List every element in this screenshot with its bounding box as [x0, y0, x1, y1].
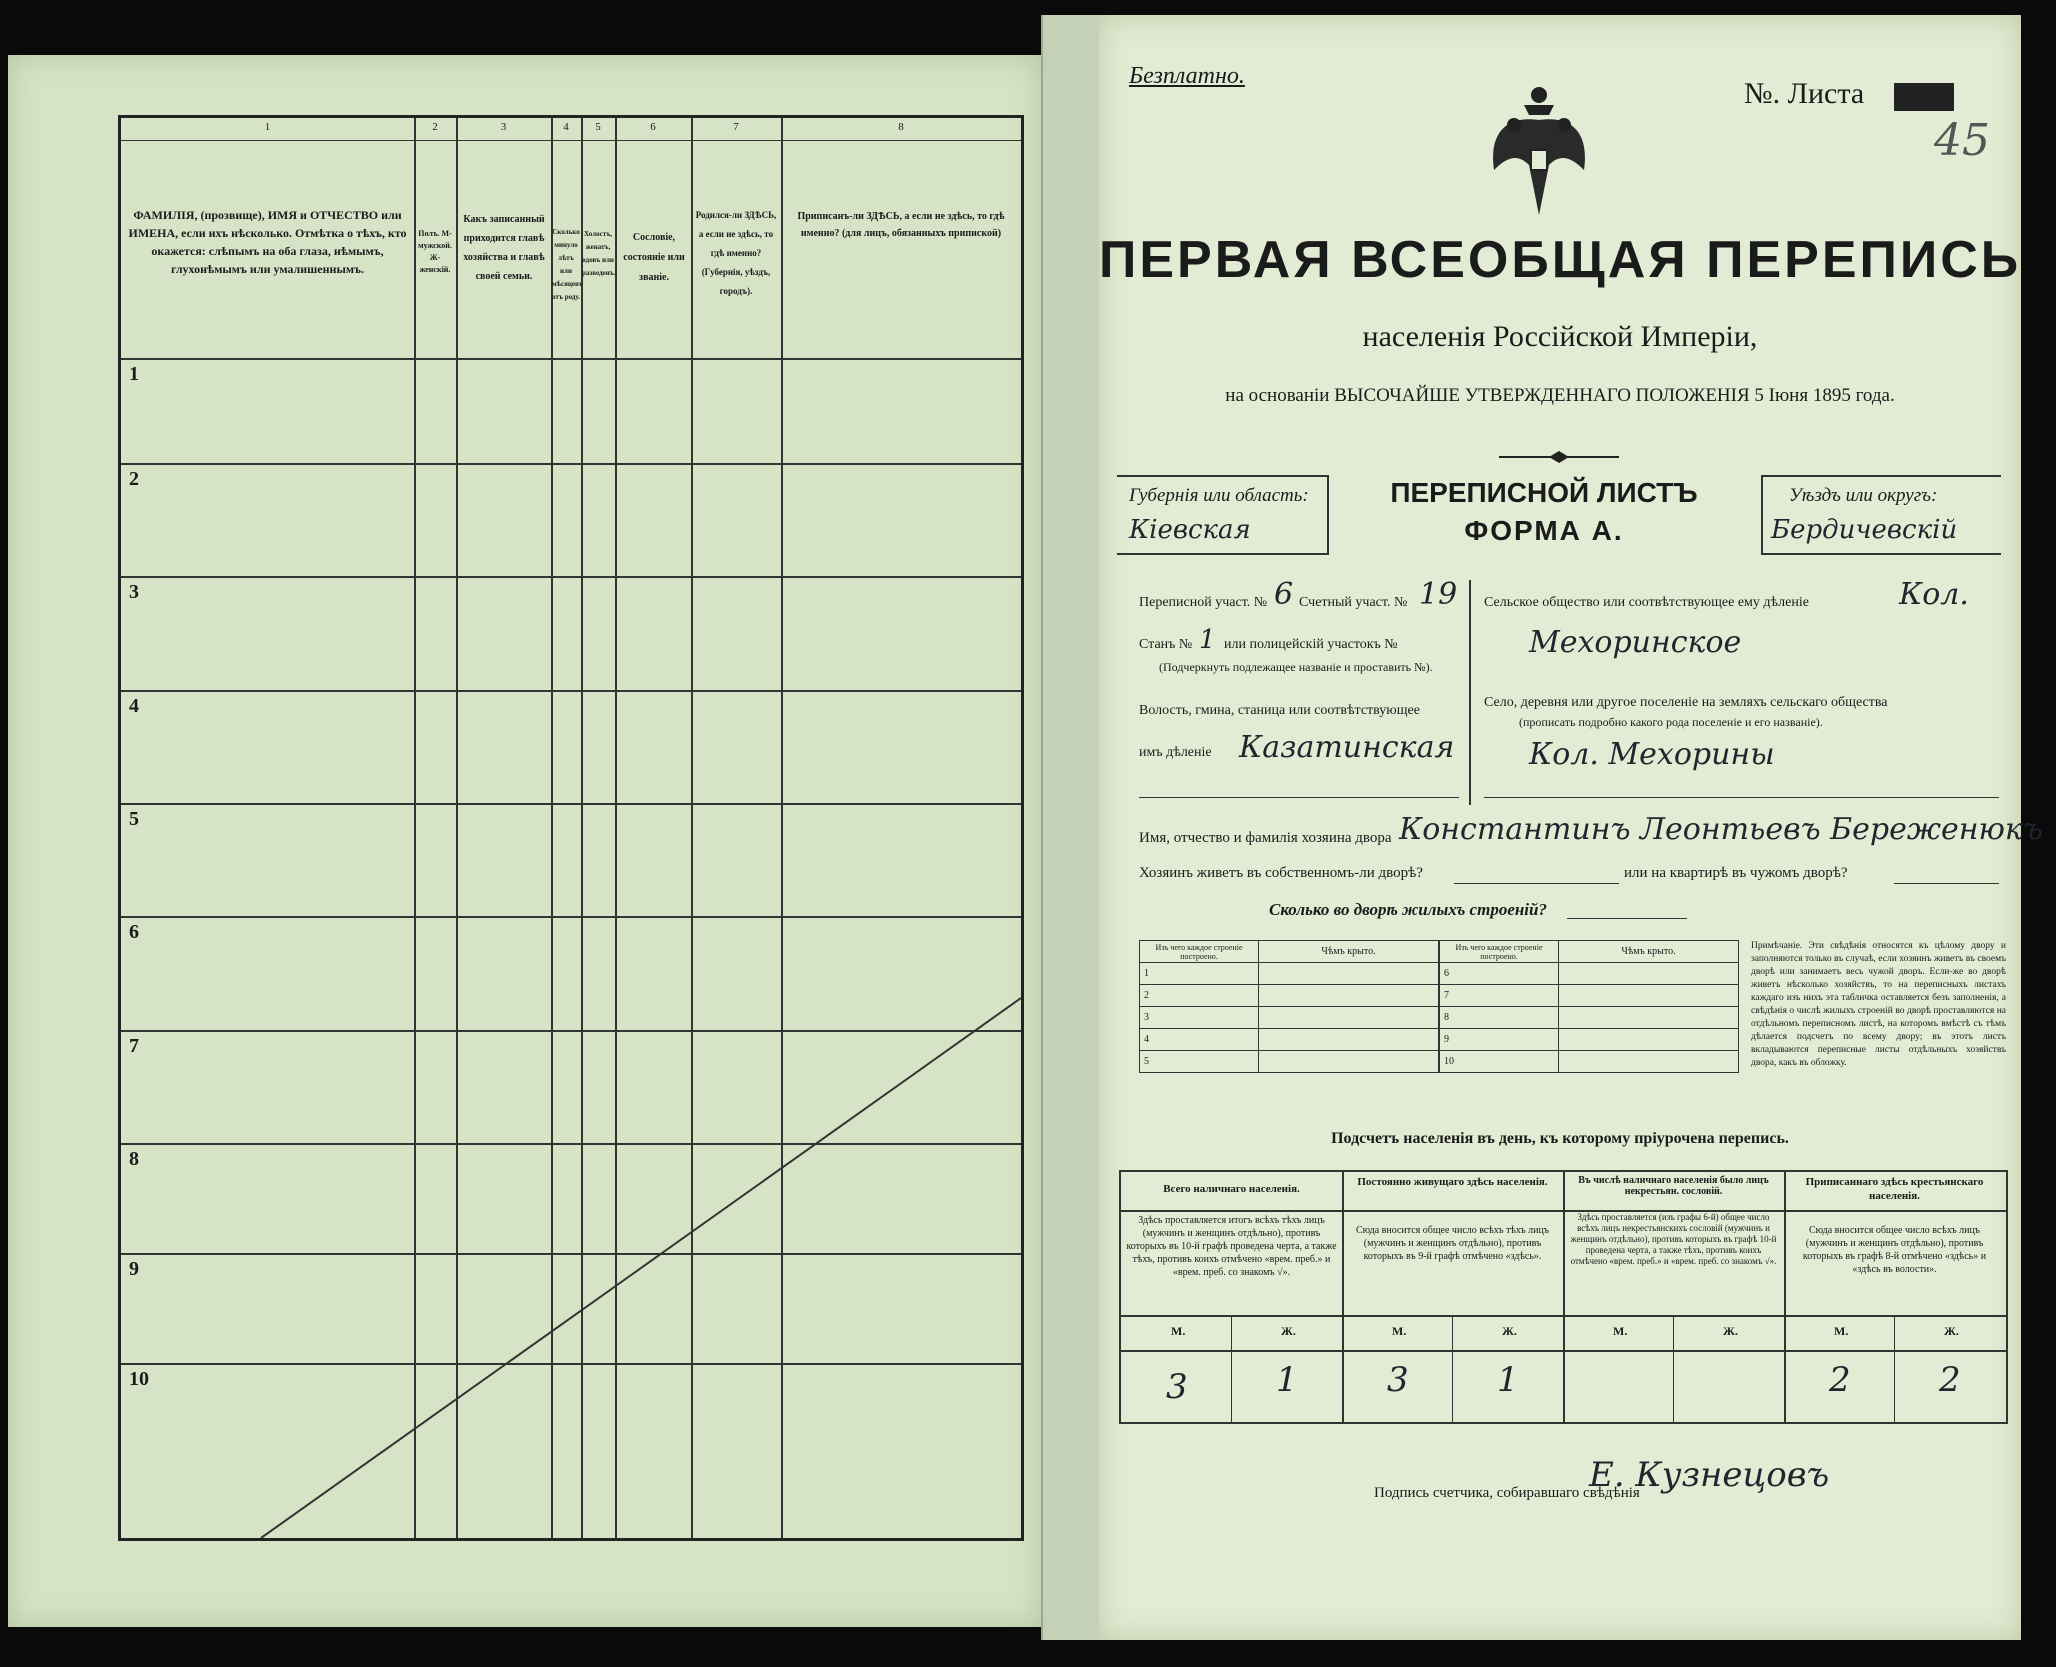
header-birthplace: Родился-ли ЗДѢСЬ, а если не здѣсь, то гдѣ именно? (Губернія, уѣздъ, городъ). — [695, 210, 777, 296]
building-row: 10 — [1440, 1051, 1559, 1073]
census-district-label: Переписной участ. № — [1139, 595, 1268, 610]
police-district-label: или полицейскій участокъ № — [1224, 637, 1398, 652]
gubernia-label: Губернія или область: — [1129, 485, 1309, 506]
column-number: 3 — [500, 121, 507, 133]
rule — [1761, 475, 2001, 477]
male-label: М. — [1834, 1324, 1849, 1338]
counting-district-label: Счетный участ. № — [1299, 595, 1408, 610]
gubernia-value: Кіевская — [1129, 515, 1251, 545]
legal-basis: на основаніи ВЫСОЧАЙШЕ УТВЕРЖДЕННАГО ПОЛОЖЕНІЯ 5 Іюня 1895 года. — [1225, 385, 1895, 406]
uezd-label: Уѣздъ или округъ: — [1789, 485, 1938, 506]
count-head-total: Всего наличнаго населенія. — [1163, 1183, 1300, 1195]
free-label: Безплатно. — [1129, 63, 1245, 89]
rule — [1894, 1315, 1895, 1422]
rule — [1117, 553, 1327, 555]
column-number: 6 — [650, 121, 656, 133]
village-value: Кол. Мехорины — [1529, 737, 1775, 772]
row-number: 2 — [129, 468, 139, 490]
rule — [1121, 1315, 2006, 1317]
count-desc-registered: Сюда вносится общее число всѣхъ лицъ (мужчинъ и женщинъ отдѣльно), противъ которыхъ въ графѣ 8-й отмѣчено «здѣсь» и «здѣсь въ волости». — [1802, 1225, 1987, 1275]
count-head-registered: Приписаннаго здѣсь крестьянскаго населенія. — [1805, 1176, 1984, 1202]
row-number: 3 — [129, 581, 139, 603]
material-header: Изъ чего каждое строеніе построено. — [1140, 941, 1259, 963]
cross-out-line — [121, 118, 1021, 1538]
book-spine — [1041, 15, 1101, 1640]
sheet-number-stamp — [1894, 83, 1954, 111]
rented-label: или на квартирѣ въ чужомъ дворѣ? — [1624, 865, 1848, 881]
female-label: Ж. — [1502, 1324, 1517, 1338]
buildings-table-right — [1439, 940, 1739, 1073]
owner-value: Константинъ Леонтьевъ Береженюкъ — [1399, 812, 2043, 847]
count-head-permanent: Постоянно живущаго здѣсь населенія. — [1357, 1176, 1548, 1188]
total-male-value: 3 — [1166, 1367, 1188, 1407]
left-page — [8, 55, 1041, 1627]
column-number: 1 — [264, 121, 271, 133]
rule — [1117, 475, 1327, 477]
header-marital: Холостъ, женатъ, вдовъ или разведенъ. — [582, 230, 616, 277]
male-label: М. — [1392, 1324, 1407, 1338]
row-number: 1 — [129, 363, 139, 385]
volost-label-2: имъ дѣленіе — [1139, 745, 1212, 760]
building-row: 9 — [1440, 1029, 1559, 1051]
row-number: 7 — [129, 1035, 139, 1057]
rule — [1139, 797, 1459, 798]
rule — [1121, 1350, 2006, 1352]
row-number: 5 — [129, 808, 139, 830]
ornament — [1499, 450, 1619, 462]
buildings-note: Примѣчаніе. Эти свѣдѣнія относятся къ цѣлому двору и заполняются только въ случаѣ, если хозяинъ живетъ въ своемъ дворѣ или занимаетъ весь чужой дворъ. Если-же во дворѣ живетъ нѣсколько хозяйствъ, то на переписныхъ листахъ каждаго изъ нихъ эта табличка оставляется безъ заполненія, а свѣдѣнія о числѣ жилыхъ строеній во дворѣ проставляются на отдѣльномъ переписномъ листѣ, на которомъ вмѣстѣ съ тѣмъ дѣлается подсчетъ по всему двору; въ этотъ листъ вкладываются переписные листы отдѣльныхъ хозяйствъ двора, какъ въ обложку. — [1751, 941, 2006, 1068]
signature-label: Подпись счетчика, собиравшаго свѣдѣнія — [1374, 1485, 1640, 1501]
column-number: 7 — [733, 121, 739, 133]
header-age: Сколько минуло лѣтъ или мѣсяцевъ отъ роду. — [552, 228, 583, 301]
permanent-female-value: 1 — [1497, 1360, 1519, 1400]
building-row: 8 — [1440, 1007, 1559, 1029]
female-label: Ж. — [1944, 1324, 1959, 1338]
rural-society-label: Сельское общество или соотвѣтствующее ему дѣленіе — [1484, 595, 1809, 610]
rule — [1484, 797, 1999, 798]
volost-label: Волость, гмина, станица или соотвѣтствующее — [1139, 703, 1420, 718]
column-number: 2 — [432, 121, 438, 133]
row-number: 6 — [129, 921, 139, 943]
underline-note: (Подчеркнуть подлежащее названіе и проставить №). — [1159, 660, 1433, 674]
material-header: Изъ чего каждое строеніе построено. — [1440, 941, 1559, 963]
row-number: 8 — [129, 1148, 139, 1170]
count-head-nonpeasant: Въ числѣ наличнаго населенія было лицъ некрестьян. сословій. — [1578, 1175, 1769, 1197]
owner-label: Имя, отчество и фамилія хозяина двора — [1139, 830, 1392, 846]
household-members-table — [118, 115, 1024, 1541]
header-sex: Полъ. М-мужской. Ж-женскій. — [418, 229, 452, 274]
header-relation: Какъ записанный приходится главѣ хозяйства и главѣ своей семьи. — [463, 214, 545, 282]
male-label: М. — [1613, 1324, 1628, 1338]
document-title: ПЕРВАЯ ВСЕОБЩАЯ ПЕРЕПИСЬ — [1099, 231, 2022, 289]
building-row: 2 — [1140, 985, 1259, 1007]
rural-society-value-2: Мехоринское — [1529, 625, 1742, 660]
column-number: 5 — [595, 121, 601, 133]
male-label: М. — [1171, 1324, 1186, 1338]
census-district-value: 6 — [1274, 577, 1294, 612]
rule — [1567, 918, 1687, 919]
header-name: ФАМИЛІЯ, (прозвище), ИМЯ и ОТЧЕСТВО или ИМЕНА, если ихъ нѣсколько. Отмѣтка о тѣхъ, кто окажется: слѣпымъ на оба глаза, нѣмымъ, глухонѣмымъ или умалишеннымъ. — [128, 208, 407, 276]
form-title: ПЕРЕПИСНОЙ ЛИСТЪ — [1390, 477, 1698, 508]
rule — [1761, 553, 2001, 555]
row-number: 4 — [129, 695, 139, 717]
building-row: 4 — [1140, 1029, 1259, 1051]
population-count-table — [1119, 1170, 2008, 1424]
roof-header: Чѣмъ крыто. — [1259, 941, 1439, 963]
column-number: 4 — [563, 121, 569, 133]
header-estate: Сословіе, состояніе или званіе. — [623, 232, 685, 283]
rule — [1454, 883, 1619, 884]
sheet-number-label: №. Листа — [1744, 77, 1865, 110]
count-title: Подсчетъ населенія въ день, къ которому пріурочена перепись. — [1331, 1130, 1789, 1147]
owner-lives-label: Хозяинъ живетъ въ собственномъ-ли дворѣ? — [1139, 865, 1423, 881]
female-label: Ж. — [1723, 1324, 1738, 1338]
count-desc-nonpeasant: Здѣсь проставляется (изъ графы 6-й) общее число всѣхъ лицъ некрестьянскихъ сословій (мужчинъ и женщинъ отдѣльно), противъ которыхъ въ графѣ 10-й проведена черта, а также тѣхъ, противъ коихъ отмѣчено «врем. преб.» и «врем. преб. со знакомъ √». — [1570, 1212, 1777, 1266]
rule — [1469, 580, 1471, 805]
buildings-table-left — [1139, 940, 1439, 1073]
stan-value: 1 — [1199, 625, 1216, 655]
rule — [1231, 1315, 1232, 1422]
counting-district-value: 19 — [1419, 577, 1458, 612]
rule — [1761, 475, 1763, 555]
sheet-number-handwritten: 45 — [1934, 115, 1990, 166]
rule — [1673, 1315, 1674, 1422]
count-desc-total: Здѣсь проставляется итогъ всѣхъ тѣхъ лицъ (мужчинъ и женщинъ отдѣльно), противъ которыхъ въ 10-й графѣ проведена черта, а также тѣхъ, противъ коихъ отмѣчено «врем. преб.» и «врем. преб. со знакомъ √». — [1126, 1215, 1337, 1278]
uezd-value: Бердичевскій — [1771, 515, 1958, 545]
row-number: 10 — [129, 1368, 149, 1390]
header-registration: Приписанъ-ли ЗДѢСЬ, а если не здѣсь, то гдѣ именно? (для лицъ, обязанныхъ припиской) — [797, 211, 1005, 239]
rule — [1452, 1315, 1453, 1422]
building-row: 3 — [1140, 1007, 1259, 1029]
registered-male-value: 2 — [1829, 1360, 1851, 1400]
column-number: 8 — [898, 121, 904, 133]
document-subtitle: населенія Россійской Имперіи, — [1362, 320, 1758, 353]
female-label: Ж. — [1281, 1324, 1296, 1338]
registered-female-value: 2 — [1939, 1360, 1961, 1400]
buildings-question: Сколько во дворѣ жилыхъ строеній? — [1269, 900, 1547, 919]
village-label: Село, деревня или другое поселеніе на земляхъ сельскаго общества — [1484, 695, 1888, 710]
rule — [1894, 883, 1999, 884]
volost-value: Казатинская — [1239, 730, 1455, 765]
rule — [1121, 1210, 2006, 1212]
roof-header: Чѣмъ крыто. — [1559, 941, 1739, 963]
count-desc-permanent: Сюда вносится общее число всѣхъ тѣхъ лицъ (мужчинъ и женщинъ отдѣльно), противъ которыхъ въ 9-й графѣ отмѣчено «здѣсь». — [1355, 1225, 1550, 1262]
rural-society-value: Кол. — [1899, 577, 1969, 612]
building-row: 1 — [1140, 963, 1259, 985]
stan-label: Станъ № — [1139, 637, 1193, 652]
right-page — [1099, 15, 2043, 1640]
total-female-value: 1 — [1276, 1360, 1298, 1400]
building-row: 6 — [1440, 963, 1559, 985]
double-headed-eagle-icon — [1484, 75, 1594, 225]
form-subtitle: ФОРМА А. — [1464, 515, 1624, 546]
building-row: 5 — [1140, 1051, 1259, 1073]
building-row: 7 — [1440, 985, 1559, 1007]
permanent-male-value: 3 — [1387, 1360, 1409, 1400]
row-number: 9 — [129, 1258, 139, 1280]
village-note: (прописать подробно какого рода поселеніе и его названіе). — [1519, 715, 1823, 729]
counter-signature: Е. Кузнецовъ — [1589, 1455, 1830, 1495]
